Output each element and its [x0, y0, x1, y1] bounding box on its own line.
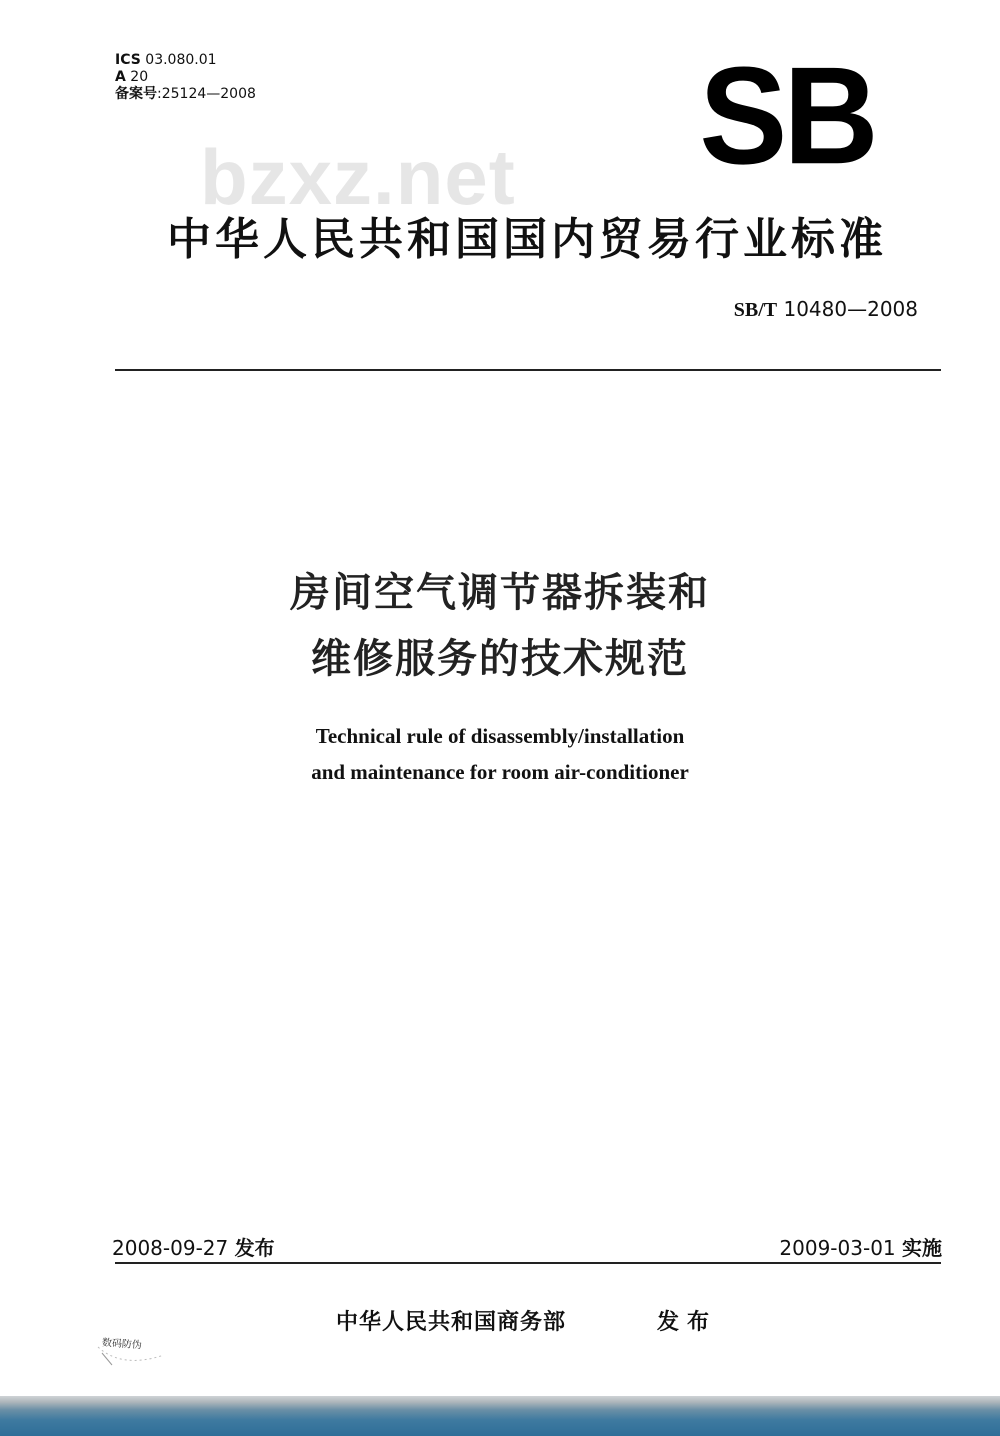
publisher-name: 中华人民共和国商务部	[336, 1310, 567, 1335]
publish-verb: 发布	[657, 1310, 718, 1335]
record-number	[115, 86, 256, 103]
document-title-cn	[0, 560, 1000, 692]
class-label: A	[115, 69, 126, 85]
ics-label: ICS	[115, 52, 141, 68]
standard-number-value: 10480—2008	[783, 297, 918, 321]
title-cn-line2: 维修服务的技术规范	[311, 636, 689, 682]
title-en-line1: Technical rule of disassembly/installation	[315, 724, 685, 748]
effective-date-value: 2009-03-01	[779, 1236, 896, 1260]
class-value: 20	[130, 69, 149, 85]
record-value: :25124—2008	[157, 86, 256, 102]
record-label: 备案号	[115, 86, 157, 102]
standard-title: 中华人民共和国国内贸易行业标准	[167, 214, 887, 265]
issue-date	[112, 1232, 275, 1261]
issue-date-label: 发布	[234, 1236, 275, 1260]
ics-value: 03.080.01	[145, 52, 217, 68]
standard-number	[734, 297, 918, 322]
title-cn-line1: 房间空气调节器拆装和	[290, 570, 710, 616]
anti-counterfeit-stamp	[92, 1325, 172, 1371]
viewer-bottom-bar	[0, 1396, 1000, 1436]
title-en-line2: and maintenance for room air-conditioner	[311, 760, 689, 784]
document-title-en	[0, 718, 1000, 790]
issue-date-value: 2008-09-27	[112, 1236, 229, 1260]
effective-date-label: 实施	[902, 1236, 942, 1260]
top-divider	[115, 369, 941, 371]
standard-number-prefix: SB/T	[733, 299, 778, 321]
classification-code	[115, 69, 148, 86]
stamp-text: 数码防伪	[101, 1337, 143, 1352]
ics-code	[115, 52, 217, 69]
effective-date	[779, 1232, 942, 1261]
bottom-divider	[115, 1262, 941, 1264]
watermark-text: bzxz.net	[200, 133, 516, 221]
sb-logo: SB	[699, 38, 875, 193]
